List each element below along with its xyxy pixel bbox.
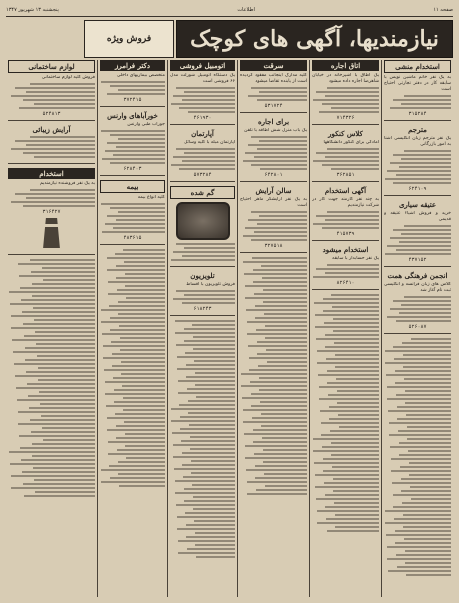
- print-lines: [384, 338, 451, 576]
- print-lines: [384, 225, 451, 255]
- page-number: صفحه ۱۱: [433, 7, 453, 13]
- ad-title: سرقت: [240, 60, 307, 71]
- ad-title: تلویزیون: [190, 271, 215, 280]
- ad-title: آرایش زیبائی: [32, 125, 71, 134]
- print-lines: [100, 203, 165, 233]
- ad-phone: ۸۲۶۴۱۰: [336, 280, 355, 286]
- ad-title: دکتر فرامرز: [100, 60, 165, 71]
- page-header: [6, 4, 453, 17]
- ad-body: به چند نفر کارمند جهت کار در شرکت نیازمندیم: [312, 197, 379, 208]
- ad-title: بیمه: [100, 180, 165, 193]
- ad-title: عتیقه سیاری: [398, 200, 437, 209]
- ad-phone: ۵۷۳۲۸۴: [193, 172, 212, 178]
- classified-ad: [170, 271, 235, 316]
- ad-title: لوازم ساختمانی: [8, 60, 95, 73]
- ad-phone: ۴۱۵۷۳۹: [336, 231, 355, 237]
- print-lines: [312, 264, 379, 278]
- ad-body: آپارتمان مبله با کلیه وسائل: [183, 140, 235, 145]
- classified-ad: [170, 186, 235, 267]
- print-lines: [312, 148, 379, 170]
- ad-body: به یک نفر فروشنده نیازمندیم: [40, 181, 95, 186]
- ad-body: فروش تلویزیون با اقساط: [186, 282, 235, 287]
- classified-ad: [170, 60, 235, 125]
- ad-body: یک نفر مترجم زبان انگلیسی آشنا به امور بازرگانی: [384, 136, 451, 147]
- ad-title: استخدام میشود: [322, 245, 369, 254]
- ad-phone: ۳۷۲۴۱۵: [123, 97, 142, 103]
- ad-title: مترجم: [408, 125, 427, 134]
- print-lines: [170, 320, 235, 558]
- column-3: [237, 60, 309, 597]
- print-lines: [8, 136, 95, 158]
- print-lines: [170, 243, 235, 261]
- print-lines: [100, 249, 165, 487]
- classified-ad: [100, 180, 165, 245]
- ad-phone: ۷۱۴۳۲۶: [336, 115, 355, 121]
- ad-title: استخدام منشی: [384, 60, 451, 73]
- ad-body: جوراب طبی وارنس: [127, 122, 165, 127]
- ad-body: یک دستگاه اتومبیل شورلت مدل ۶۶ فروشی است: [170, 73, 235, 84]
- ad-title: اتاق اجاره: [312, 60, 379, 71]
- print-lines: [170, 290, 235, 304]
- ad-phone: ۴۳۷۱۵۲: [408, 257, 427, 263]
- ad-phone: ۶۱۸۲۴۳: [193, 306, 212, 312]
- print-lines: [240, 257, 307, 495]
- ad-phone: ۶۴۲۸۰۱: [264, 172, 283, 178]
- ad-body: کلیه انواع بیمه: [137, 195, 165, 200]
- logo-ad-text: فروش ویژه: [106, 34, 152, 44]
- ad-title: آگهی استخدام: [324, 186, 367, 195]
- print-lines: [240, 136, 307, 170]
- ad-body: خرید و فروش اشیاء عتیقه و قدیمی: [384, 211, 451, 222]
- classified-ad: [240, 186, 307, 253]
- column-5: [97, 60, 167, 597]
- ad-phone: ۴۶۱۹۳۰: [193, 115, 212, 121]
- ad-body: به یک نفر آرایشگر ماهر احتیاج است: [240, 197, 307, 208]
- ad-phone: ۴۸۳۶۱۵: [123, 235, 142, 241]
- classified-ad: [312, 245, 379, 290]
- print-lines: [384, 150, 451, 184]
- ad-body: یک باب منزل شش اطاقه با تلفن: [244, 128, 307, 133]
- ad-body: متخصص بیماریهای داخلی: [116, 73, 165, 78]
- ad-title: استخدام: [8, 168, 95, 179]
- ad-body: آمادگی برای کنکور دانشگاهها: [323, 140, 379, 145]
- banner-title: نیازمندیها، آگهی های کوچک: [190, 26, 439, 52]
- date-line: پنجشنبه ۱۳ شهریور ۱۳۴۷: [6, 7, 59, 13]
- print-lines: [240, 87, 307, 101]
- classified-ad: [8, 60, 95, 121]
- paper-name: اطلاعات: [237, 7, 255, 13]
- classified-ad: [384, 125, 451, 196]
- ad-body: کلاس های زبان فرانسه و انگلیسی ثبت نام آغاز شد: [384, 282, 451, 293]
- ad-body: به یک نفر خانم ماشین نویس با سابقه کار در دفتر تجارتی احتیاج است: [384, 75, 451, 92]
- ad-phone: ۳۲۷۵۱۸: [264, 243, 283, 249]
- print-lines: [312, 87, 379, 113]
- ad-title: خورآباهای وارنس: [107, 111, 158, 120]
- ad-title: گم شده: [170, 186, 235, 199]
- ad-phone: ۶۲۸۴۰۳: [123, 166, 142, 172]
- print-lines: [100, 81, 165, 95]
- ad-body: فروش کلیه لوازم ساختمانی: [41, 75, 95, 80]
- print-lines: [312, 211, 379, 229]
- ad-title: انجمن فرهنگی همت: [387, 271, 448, 280]
- classified-ad: [240, 117, 307, 182]
- ad-phone: ۳۱۶۴۲۷: [42, 209, 61, 215]
- print-lines: [170, 148, 235, 170]
- classified-ad: [8, 168, 95, 255]
- classified-ad: [8, 125, 95, 164]
- print-lines: [170, 87, 235, 113]
- print-lines: [384, 296, 451, 322]
- ad-title: آپارتمان: [191, 129, 214, 138]
- classified-ad: [384, 200, 451, 267]
- classified-ad: [100, 111, 165, 176]
- ad-phone: ۳۱۵۲۸۴: [408, 111, 427, 117]
- print-lines: [100, 130, 165, 164]
- classified-ad: [384, 60, 451, 121]
- ad-phone: ۵۲۶۰۸۷: [408, 324, 427, 330]
- classified-ad: [100, 60, 165, 107]
- classified-ad: [384, 271, 451, 334]
- print-lines: [8, 189, 95, 207]
- column-6: [6, 60, 97, 597]
- ad-title: سالن آرایش: [255, 186, 292, 195]
- ad-phone: ۵۳۱۷۲۴: [264, 103, 283, 109]
- television-illustration: [176, 202, 230, 240]
- classified-ad: [312, 129, 379, 182]
- classified-ad: [240, 60, 307, 113]
- print-lines: [240, 211, 307, 241]
- column-2: [309, 60, 381, 597]
- ad-title: برای اجاره: [257, 117, 290, 126]
- classified-ad: [170, 129, 235, 182]
- classified-ad: [312, 186, 379, 241]
- column-1: [381, 60, 453, 597]
- print-lines: [384, 95, 451, 109]
- ad-body: کلیه مدارک اینجانب مفقود گردیده است از یابنده تقاضا میشود: [240, 73, 307, 84]
- print-lines: [8, 259, 95, 497]
- print-lines: [8, 83, 95, 109]
- logo-ad-box: [84, 20, 174, 58]
- ad-title: کلاس کنکور: [328, 129, 363, 138]
- ad-body: یک اطاق با آشپزخانه در خیابان شاهرضا اجاره داده میشود: [312, 73, 379, 84]
- ad-phone: ۵۲۴۸۱۳: [42, 111, 61, 117]
- ad-phone: ۳۶۲۸۵۱: [336, 172, 355, 178]
- ad-title: اتومبیل فروشی: [170, 60, 235, 71]
- classified-ad: [312, 60, 379, 125]
- ad-phone: ۶۲۴۱۰۹: [408, 186, 427, 192]
- ornament-illustration: [38, 218, 66, 248]
- column-4: [167, 60, 237, 597]
- ad-body: یک نفر حسابدار با سابقه: [332, 256, 379, 261]
- print-lines: [312, 294, 379, 532]
- classifieds-banner: [176, 20, 453, 58]
